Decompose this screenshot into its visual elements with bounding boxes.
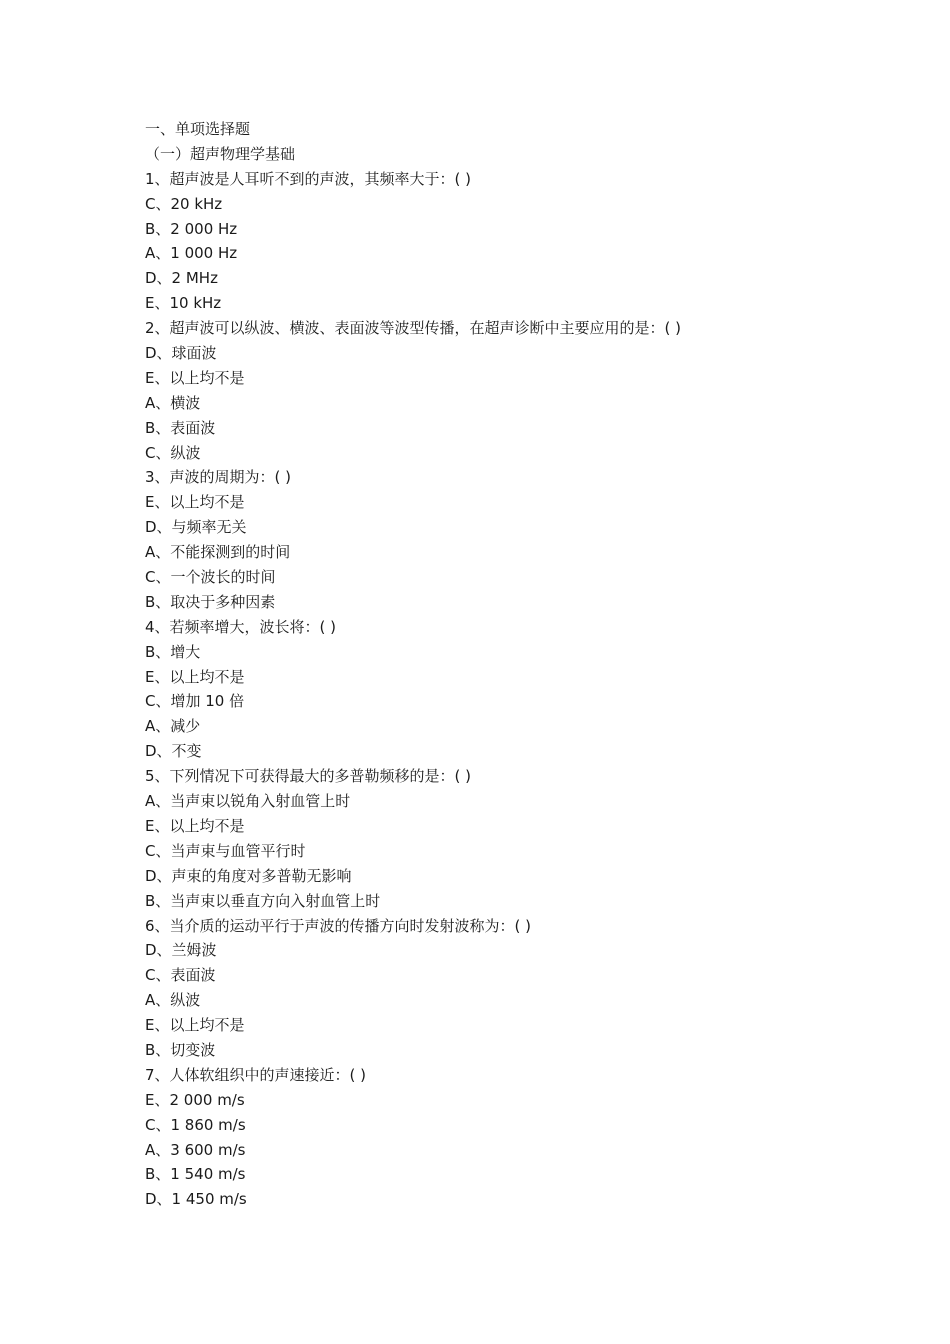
- answer-option: B、表面波: [145, 418, 216, 437]
- answer-option: C、20 kHz: [145, 194, 223, 213]
- answer-option: D、与频率无关: [145, 518, 247, 537]
- question-stem: 5、下列情况下可获得最大的多普勒频移的是：( ): [145, 767, 472, 786]
- question-stem: 6、当介质的运动平行于声波的传播方向时发射波称为：( ): [145, 916, 532, 935]
- answer-option: E、以上均不是: [145, 816, 245, 835]
- question-stem: 4、若频率增大，波长将：( ): [145, 617, 337, 636]
- answer-option: C、纵波: [145, 443, 201, 462]
- answer-option: D、球面波: [145, 344, 217, 363]
- answer-option: A、1 000 Hz: [145, 244, 238, 263]
- answer-option: D、2 MHz: [145, 269, 218, 288]
- answer-option: B、取决于多种因素: [145, 592, 276, 611]
- answer-option: B、当声束以垂直方向入射血管上时: [145, 891, 381, 910]
- answer-option: B、增大: [145, 642, 201, 661]
- question-stem: 2、超声波可以纵波、横波、表面波等波型传播，在超声诊断中主要应用的是：( ): [145, 319, 682, 338]
- answer-option: E、以上均不是: [145, 667, 245, 686]
- subsection-title: （一）超声物理学基础: [145, 144, 296, 163]
- answer-option: A、横波: [145, 393, 201, 412]
- answer-option: C、表面波: [145, 966, 216, 985]
- answer-option: D、不变: [145, 742, 202, 761]
- answer-option: E、以上均不是: [145, 1016, 245, 1035]
- answer-option: C、当声束与血管平行时: [145, 841, 306, 860]
- answer-option: B、切变波: [145, 1040, 216, 1059]
- answer-option: A、3 600 m/s: [145, 1140, 246, 1159]
- answer-option: C、增加 10 倍: [145, 692, 245, 711]
- answer-option: B、1 540 m/s: [145, 1165, 246, 1184]
- answer-option: E、以上均不是: [145, 368, 245, 387]
- answer-option: A、纵波: [145, 991, 201, 1010]
- question-block: [145, 615, 845, 764]
- answer-option: A、减少: [145, 717, 201, 736]
- answer-option: E、10 kHz: [145, 294, 222, 313]
- question-block: [145, 465, 845, 614]
- answer-option: C、1 860 m/s: [145, 1115, 246, 1134]
- answer-option: D、兰姆波: [145, 941, 217, 960]
- question-stem: 3、声波的周期为：( ): [145, 468, 292, 487]
- question-block: [145, 764, 845, 913]
- question-block: [145, 316, 845, 465]
- answer-option: A、当声束以锐角入射血管上时: [145, 792, 351, 811]
- question-block: [145, 914, 845, 1063]
- answer-option: E、2 000 m/s: [145, 1090, 245, 1109]
- section-title: 一、单项选择题: [145, 120, 251, 138]
- answer-option: E、以上均不是: [145, 493, 245, 512]
- answer-option: D、1 450 m/s: [145, 1190, 247, 1209]
- answer-option: A、不能探测到的时间: [145, 543, 291, 562]
- document-body: [145, 117, 845, 1212]
- answer-option: C、一个波长的时间: [145, 568, 276, 587]
- question-block: [145, 167, 845, 316]
- question-block: [145, 1063, 845, 1212]
- question-stem: 1、超声波是人耳听不到的声波，其频率大于：( ): [145, 169, 472, 188]
- answer-option: D、声束的角度对多普勒无影响: [145, 866, 352, 885]
- question-stem: 7、人体软组织中的声速接近：( ): [145, 1065, 367, 1084]
- answer-option: B、2 000 Hz: [145, 219, 238, 238]
